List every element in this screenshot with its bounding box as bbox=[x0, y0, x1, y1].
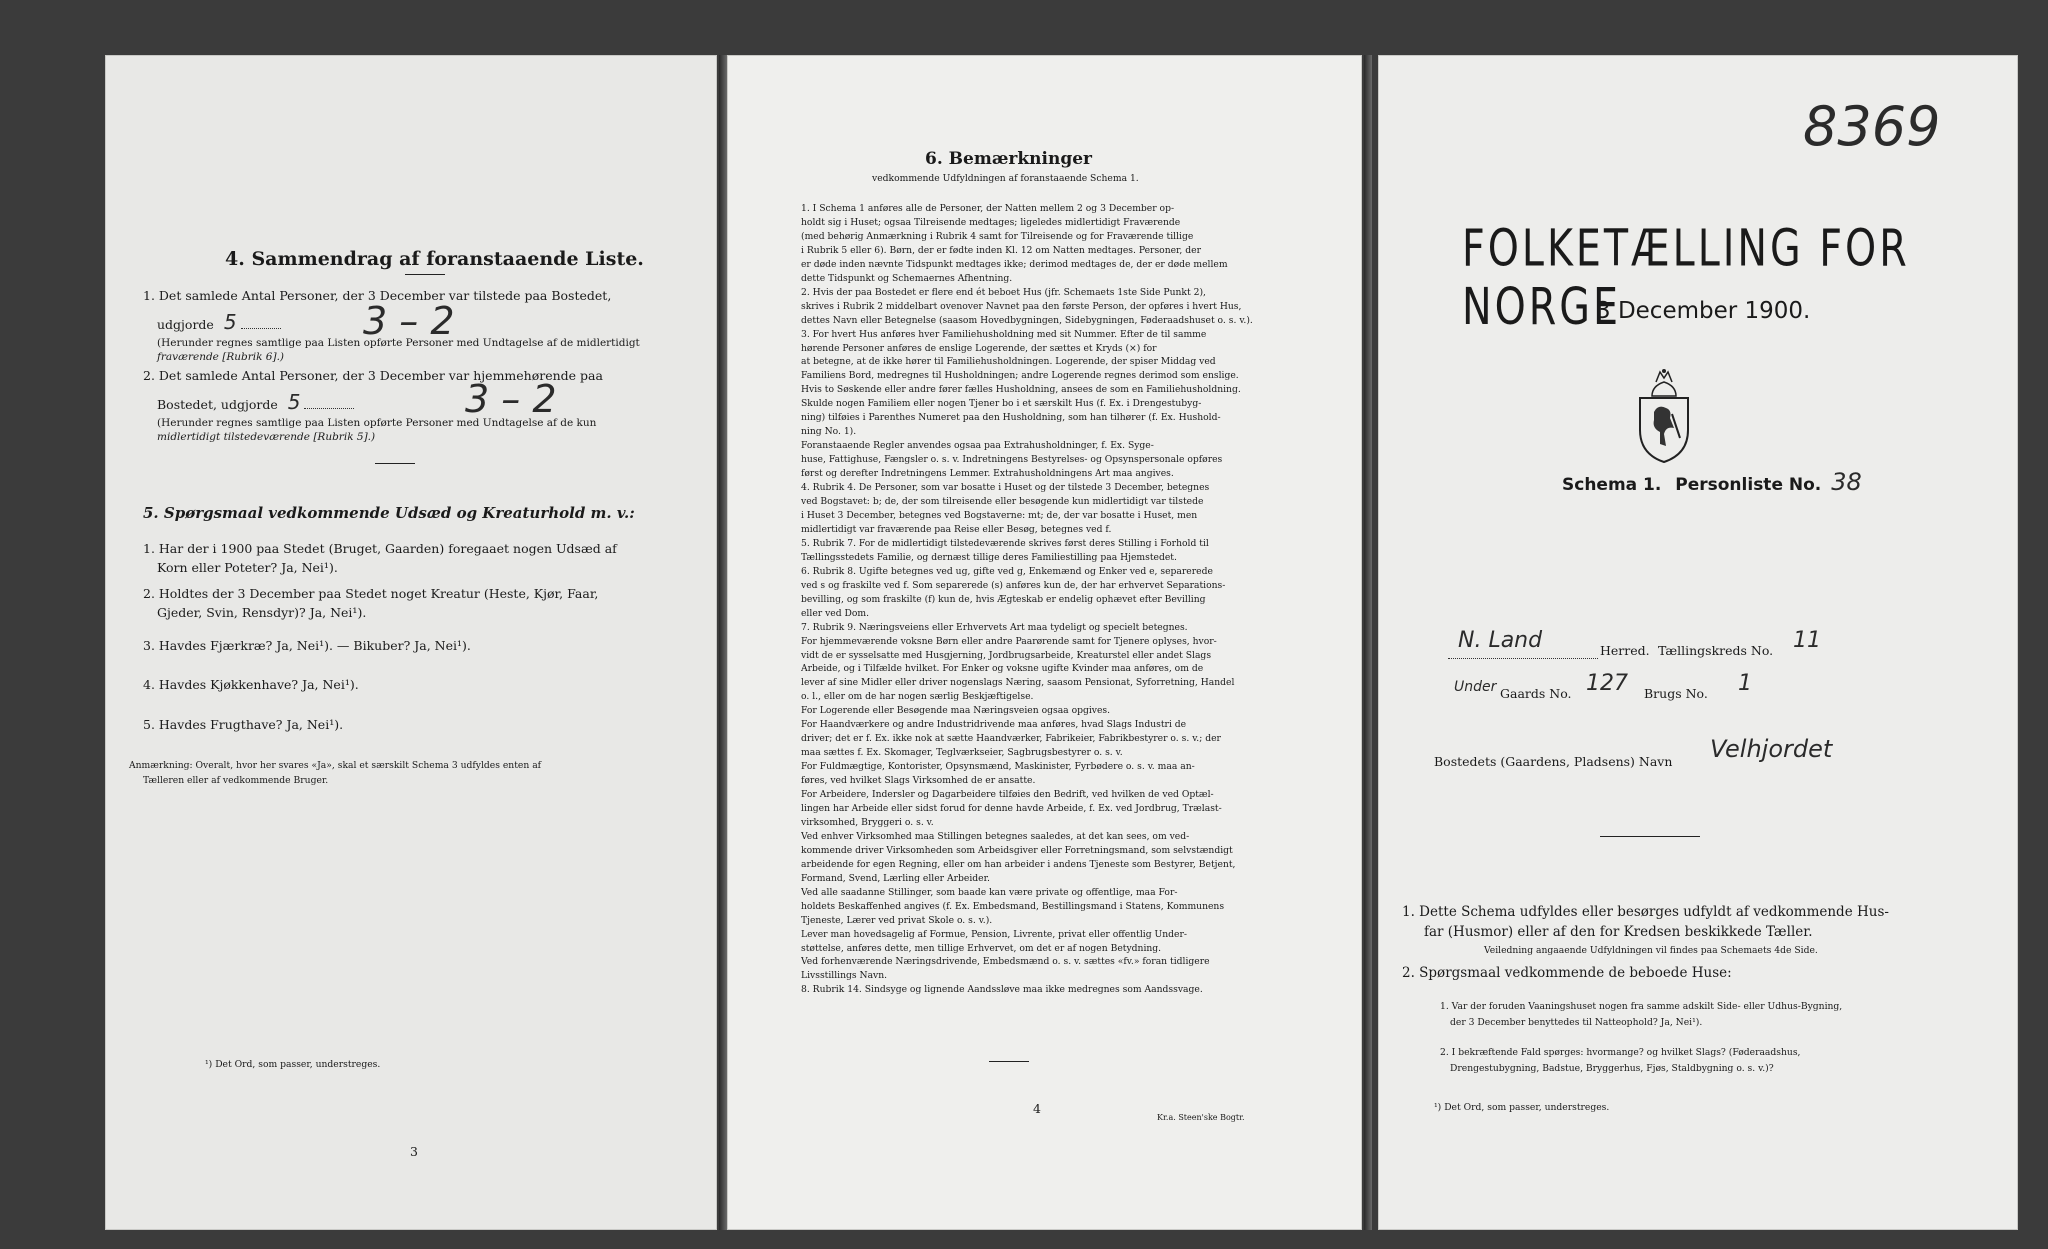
remark-line: Ved enhver Virksomhed maa Stillingen betegnes saaledes, at det kan sees, om ved- bbox=[801, 830, 1190, 842]
remark-line: Arbeide, og i Tilfælde hvilket. For Enker og voksne ugifte Kvinder maa anføres, om de bbox=[801, 663, 1204, 675]
remark-line: 6. Rubrik 8. Ugifte betegnes ved ug, gifte ved g, Enkemænd og Enker ved e, separerede bbox=[801, 565, 1213, 577]
remarks-list bbox=[801, 202, 1301, 997]
gaards-prefix: Under bbox=[1454, 679, 1497, 695]
remark-line: Formand, Svend, Lærling eller Arbeider. bbox=[801, 872, 990, 884]
kreds-label: Tællingskreds No. bbox=[1658, 643, 1774, 658]
remark-line: eller ved Dom. bbox=[801, 607, 870, 619]
remark-line: arbeidende for egen Regning, eller om han arbeider i andens Tjeneste som Bestyrer, Betjent, bbox=[801, 858, 1236, 870]
item2-line1: 2. Det samlede Antal Personer, der 3 December var hjemmehørende paa bbox=[143, 368, 603, 383]
remark-line: kommende driver Virksomheden som Arbeidsgiver eller Forretningsmand, som selvstændigt bbox=[801, 844, 1233, 856]
bosted-label: Bostedets (Gaardens, Pladsens) Navn bbox=[1434, 754, 1673, 769]
left-page bbox=[105, 55, 717, 1230]
personliste-value: 38 bbox=[1831, 468, 1862, 496]
herred-value: N. Land bbox=[1458, 628, 1543, 653]
remark-line: 8. Rubrik 14. Sindsyge og lignende Aandssløve maa ikke medregnes som Aandssvage. bbox=[801, 984, 1203, 996]
remark-line: Lever man hovedsagelig af Formue, Pension, Livrente, privat eller offentlig Under- bbox=[801, 928, 1187, 940]
remark-line: i Rubrik 5 eller 6). Børn, der er fødte inden Kl. 12 om Natten medtages. Personer, der bbox=[801, 244, 1201, 256]
remark-line: støttelse, anføres dette, men tillige Erhvervet, om det er af nogen Betydning. bbox=[801, 942, 1162, 954]
remark-line: Hvis to Søskende eller andre fører fælles Husholdning, ansees de som en Familiehusholdning. bbox=[801, 384, 1241, 396]
q4: 4. Havdes Kjøkkenhave? Ja, Nei¹). bbox=[143, 677, 359, 692]
remark-line: Livsstillings Navn. bbox=[801, 970, 888, 982]
coat-of-arms bbox=[1636, 368, 1692, 464]
remarks-title: 6. Bemærkninger bbox=[925, 149, 1092, 169]
remark-line: lingen har Arbeide eller sidst forud for denne havde Arbeide, f. Ex. ved Jordbrug, Trælast- bbox=[801, 802, 1222, 814]
gaards-value: 127 bbox=[1586, 671, 1628, 696]
schema-label: Schema 1. bbox=[1562, 475, 1662, 495]
printer-imprint: Kr.a. Steen'ske Bogtr. bbox=[1157, 1113, 1245, 1122]
item1-note1: (Herunder regnes samtlige paa Listen opførte Personer med Undtagelse af de midlertidigt bbox=[157, 337, 640, 349]
ornamental-divider bbox=[1600, 836, 1700, 837]
remark-line: Tællingsstedets Familie, og dernæst tillige deres Familiestilling paa Hjemstedet. bbox=[801, 551, 1177, 563]
remark-line: er døde inden nævnte Tidspunkt medtages ikke; derimod medtages de, der er døde mellem bbox=[801, 258, 1228, 270]
footnote: ¹) Det Ord, som passer, understreges. bbox=[205, 1059, 381, 1070]
remark-line: midlertidigt var fraværende paa Reise eller Besøg, betegnes ved f. bbox=[801, 523, 1112, 535]
remark-line: ning) tilføies i Parenthes Numeret paa den Husholdning, som han tilhører (f. Ex. Hushold- bbox=[801, 412, 1221, 424]
remark-line: ved Bogstavet: b; de, der som tilreisende eller besøgende kun midlertidigt var tilstede bbox=[801, 496, 1204, 508]
remark-line: holdt sig i Huset; ogsaa Tilreisende medtages; ligeledes midlertidigt Fraværende bbox=[801, 216, 1181, 228]
remark-line: vidt de er sysselsatte med Husgjerning, Jordbrugsarbeide, Kreaturstel eller andet Slags bbox=[801, 649, 1212, 661]
remark-line: For Fuldmægtige, Kontorister, Opsynsmænd, Maskinister, Fyrbødere o. s. v. maa an- bbox=[801, 761, 1195, 773]
remark-line: bevilling, og som fraskilte (f) kun de, hvis Ægteskab er endelig ophævet efter Bevilling bbox=[801, 593, 1206, 605]
remark-line: 4. Rubrik 4. De Personer, som var bosatte i Huset og der tilstede 3 December, betegnes bbox=[801, 482, 1210, 494]
right-page bbox=[1378, 55, 2018, 1230]
q2-line1: 2. Holdtes der 3 December paa Stedet noget Kreatur (Heste, Kjør, Faar, bbox=[143, 586, 599, 601]
remark-line: For Arbeidere, Indersler og Dagarbeidere tilføies den Bedrift, ved hvilken de ved Optæl- bbox=[801, 789, 1214, 801]
instr2-q2-line1: 2. I bekræftende Fald spørges: hvormange? og hvilket Slags? (Føderaadshus, bbox=[1440, 1047, 1801, 1058]
remark-line: Ved forhenværende Næringsdrivende, Embedsmænd o. s. v. sættes «fv.» foran tidligere bbox=[801, 956, 1210, 968]
page-number: 3 bbox=[410, 1144, 418, 1159]
middle-page bbox=[727, 55, 1362, 1230]
instr2-q1-line2: der 3 December benyttedes til Natteophold? Ja, Nei¹). bbox=[1450, 1017, 1703, 1028]
footnote: ¹) Det Ord, som passer, understreges. bbox=[1434, 1102, 1610, 1113]
item2-note1: (Herunder regnes samtlige paa Listen opførte Personer med Undtagelse af de kun bbox=[157, 417, 597, 429]
remark-line: 5. Rubrik 7. For de midlertidigt tilstedeværende skrives først deres Stilling i Forhold til bbox=[801, 537, 1209, 549]
item1-note2: fraværende [Rubrik 6].) bbox=[157, 351, 285, 363]
item1-line1: 1. Det samlede Antal Personer, der 3 December var tilstede paa Bostedet, bbox=[143, 288, 612, 303]
section4-title: 4. Sammendrag af foranstaaende Liste. bbox=[225, 248, 644, 270]
instr2-q2-line2: Drengestubygning, Badstue, Bryggerhus, Fjøs, Staldbygning o. s. v.)? bbox=[1450, 1063, 1774, 1074]
item2-prefix: Bostedet, udgjorde bbox=[157, 397, 278, 412]
remark-line: For Haandværkere og andre Industridrivende maa anføres, hvad Slags Industri de bbox=[801, 719, 1187, 731]
item2-value: 5 bbox=[287, 390, 301, 414]
herred-line bbox=[1448, 628, 1928, 664]
brugs-label: Brugs No. bbox=[1644, 686, 1708, 701]
remark-line: dette Tidspunkt og Schemaernes Afhentning. bbox=[801, 272, 1013, 284]
remark-line: dettes Navn eller Betegnelse (saasom Hovedbygningen, Sidebygningen, Føderaadshuset o. s. v.). bbox=[801, 314, 1253, 326]
remark-line: (med behørig Anmærkning i Rubrik 4 samt for Tilreisende og for Fraværende tillige bbox=[801, 230, 1194, 242]
remark-line: 2. Hvis der paa Bostedet er flere end ét beboet Hus (jfr. Schemaets 1ste Side Punkt 2), bbox=[801, 286, 1206, 298]
remark-line: 1. I Schema 1 anføres alle de Personer, der Natten mellem 2 og 3 December op- bbox=[801, 203, 1175, 214]
bosted-line bbox=[1434, 735, 1934, 775]
instr1-line2: far (Husmor) eller af den for Kredsen beskikkede Tæller. bbox=[1424, 924, 1813, 940]
q1-line1: 1. Har der i 1900 paa Stedet (Bruget, Gaarden) foregaaet nogen Udsæd af bbox=[143, 541, 617, 556]
remark-line: at betegne, at de ikke hører til Familiehusholdningen. Logerende, der spiser Middag ved bbox=[801, 356, 1216, 368]
lion-shield-icon bbox=[1636, 368, 1692, 464]
gaards-line bbox=[1448, 671, 1928, 707]
remark-line: skrives i Rubrik 2 middelbart ovenover Navnet paa den første Person, der opføres i hvert Hus, bbox=[801, 300, 1242, 312]
herred-label: Herred. bbox=[1600, 643, 1650, 658]
note-line2: Tælleren eller af vedkommende Bruger. bbox=[143, 775, 329, 786]
remark-line: Familiens Bord, medregnes til Husholdningen; andre Logerende regnes derimod som enslige. bbox=[801, 370, 1239, 382]
remark-line: 3. For hvert Hus anføres hver Familiehusholdning med sit Nummer. Efter de til samme bbox=[801, 328, 1207, 340]
remark-line: virksomhed, Bryggeri o. s. v. bbox=[801, 816, 934, 828]
archive-number: 8369 bbox=[1803, 95, 1941, 158]
remarks-subtitle: vedkommende Udfyldningen af foranstaaende Schema 1. bbox=[872, 173, 1139, 184]
page-number: 4 bbox=[1033, 1101, 1041, 1116]
page-gutter bbox=[1364, 55, 1372, 1230]
item1-line2 bbox=[157, 310, 281, 334]
remark-line: i Huset 3 December, betegnes ved Bogstaverne: mt; de, der var bosatte i Huset, men bbox=[801, 509, 1198, 521]
section5-title: 5. Spørgsmaal vedkommende Udsæd og Kreaturhold m. v.: bbox=[143, 504, 635, 522]
q2-line2: Gjeder, Svin, Rensdyr)? Ja, Nei¹). bbox=[157, 605, 367, 620]
remark-line: 7. Rubrik 9. Næringsveiens eller Erhvervets Art maa tydeligt og specielt betegnes. bbox=[801, 621, 1188, 633]
remark-line: o. l., eller om de har nogen særlig Beskjæftigelse. bbox=[801, 691, 1034, 703]
instr1-note: Veiledning angaaende Udfyldningen vil findes paa Schemaets 4de Side. bbox=[1484, 945, 1818, 956]
instr2-q1-line1: 1. Var der foruden Vaaningshuset nogen fra samme adskilt Side- eller Udhus-Bygning, bbox=[1440, 1001, 1843, 1012]
bosted-value: Velhjordet bbox=[1710, 735, 1833, 763]
remark-line: holdets Beskaffenhed angives (f. Ex. Embedsmand, Bestillingsmand i Statens, Kommunens bbox=[801, 900, 1225, 912]
remark-line: hørende Personer anføres de enslige Logerende, der sættes et Kryds (×) for bbox=[801, 342, 1157, 354]
remark-line: føres, ved hvilket Slags Virksomhed de er ansatte. bbox=[801, 775, 1036, 787]
main-title: FOLKETÆLLING FOR NORGE bbox=[1462, 219, 1910, 337]
census-date: 3 December 1900. bbox=[1596, 298, 1811, 324]
remark-line: Tjeneste, Lærer ved privat Skole o. s. v.). bbox=[801, 914, 993, 926]
remark-line: ning No. 1). bbox=[801, 426, 857, 438]
item2-line2 bbox=[157, 390, 354, 414]
item1-prefix: udgjorde bbox=[157, 317, 214, 332]
brugs-value: 1 bbox=[1738, 671, 1752, 696]
page-gutter bbox=[719, 55, 727, 1230]
note-line1: Anmærkning: Overalt, hvor her svares «Ja», skal et særskilt Schema 3 udfyldes enten af bbox=[129, 760, 542, 771]
remark-line: driver; det er f. Ex. ikke nok at sætte Haandværker, Fabrikeier, Fabrikbestyrer o. s. v.; der bbox=[801, 733, 1221, 745]
remark-line: lever af sine Midler eller driver nogenslags Næring, saasom Pensionat, Syforretning, Handel bbox=[801, 677, 1235, 689]
gaards-label: Gaards No. bbox=[1500, 686, 1572, 701]
remark-line: For hjemmeværende voksne Børn eller andre Paarørende samt for Tjenere oplyses, hvor- bbox=[801, 635, 1217, 647]
instr2-title: 2. Spørgsmaal vedkommende de beboede Huse: bbox=[1402, 965, 1732, 981]
remarks-divider bbox=[989, 1061, 1029, 1062]
title-divider bbox=[405, 274, 445, 275]
remark-line: først og derefter Indretningens Lemmer. Extrahusholdningens Art maa angives. bbox=[801, 468, 1174, 480]
remark-line: For Logerende eller Besøgende maa Næringsveien ogsaa opgives. bbox=[801, 705, 1111, 717]
remark-line: Foranstaaende Regler anvendes ogsaa paa Extrahusholdninger, f. Ex. Syge- bbox=[801, 440, 1154, 452]
remark-line: maa sættes f. Ex. Skomager, Teglværkseier, Sagbrugsbestyrer o. s. v. bbox=[801, 747, 1123, 759]
item1-value: 5 bbox=[223, 310, 237, 334]
item1-handwritten: 3 – 2 bbox=[363, 299, 455, 343]
remark-line: ved s og fraskilte ved f. Som separerede (s) anføres kun de, der har erhvervet Separations- bbox=[801, 579, 1226, 591]
q1-line2: Korn eller Poteter? Ja, Nei¹). bbox=[157, 560, 338, 575]
q3: 3. Havdes Fjærkræ? Ja, Nei¹). — Bikuber? Ja, Nei¹). bbox=[143, 638, 471, 653]
item2-note2: midlertidigt tilstedeværende [Rubrik 5].) bbox=[157, 431, 376, 443]
remark-line: Skulde nogen Familiem eller nogen Tjener bo i et særskilt Hus (f. Ex. i Drengestubyg- bbox=[801, 398, 1202, 410]
kreds-value: 11 bbox=[1793, 628, 1821, 653]
instr1-line1: 1. Dette Schema udfyldes eller besørges udfyldt af vedkommende Hus- bbox=[1402, 904, 1889, 920]
remark-line: huse, Fattighuse, Fængsler o. s. v. Indretningens Bestyrelses- og Opsynspersonale opføres bbox=[801, 454, 1223, 466]
personliste-label: Personliste No. bbox=[1675, 475, 1822, 495]
q5: 5. Havdes Frugthave? Ja, Nei¹). bbox=[143, 717, 344, 732]
schema-line bbox=[1562, 468, 1862, 496]
item2-handwritten: 3 – 2 bbox=[465, 377, 557, 421]
remark-line: Ved alle saadanne Stillinger, som baade kan være private og offentlige, maa For- bbox=[801, 886, 1178, 898]
section-divider bbox=[375, 463, 415, 464]
